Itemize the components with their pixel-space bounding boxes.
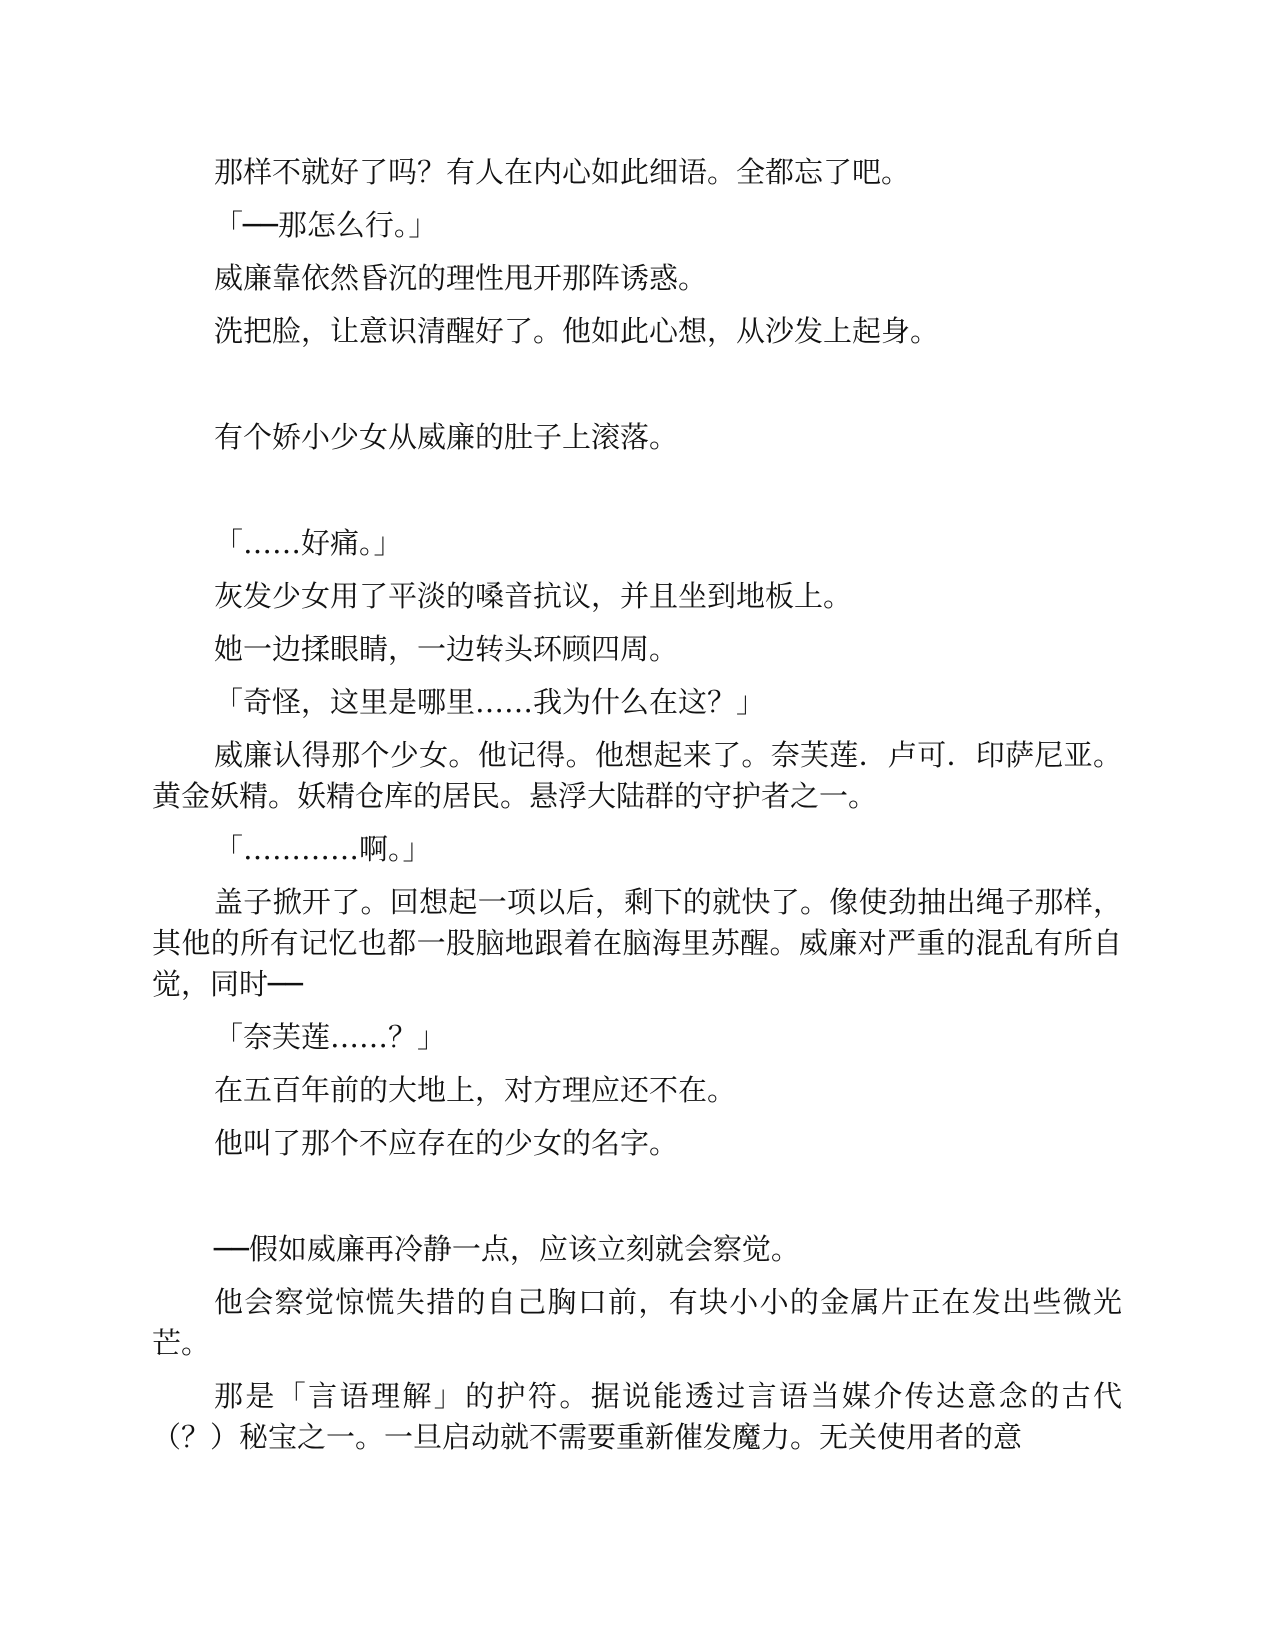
paragraph: 那是「言语理解」的护符。据说能透过言语当媒介传达意念的古代（？）秘宝之一。一旦启动就不需要重新催发魔力。无关使用者的意 (152, 1379, 1122, 1454)
paragraph: 他会察觉惊慌失措的自己胸口前，有块小小的金属片正在发出些微光芒。 (152, 1285, 1122, 1360)
paragraph: 「奈芙莲……？」 (214, 1020, 447, 1054)
paragraph: 洗把脸，让意识清醒好了。他如此心想，从沙发上起身。 (214, 314, 940, 348)
paragraph: 盖子掀开了。回想起一项以后，剩下的就快了。像使劲抽出绳子那样，其他的所有记忆也都一股脑地跟着在脑海里苏醒。威廉对严重的混乱有所自觉，同时── (152, 885, 1122, 1001)
paragraph: 「奇怪，这里是哪里……我为什么在这？」 (214, 685, 766, 719)
paragraph: 「…………啊。」 (214, 832, 432, 866)
paragraph: 威廉靠依然昏沉的理性甩开那阵诱惑。 (214, 261, 708, 295)
paragraph: 「──那怎么行。」 (214, 208, 438, 242)
paragraph: 他叫了那个不应存在的少女的名字。 (214, 1126, 679, 1160)
paragraph: 她一边揉眼睛，一边转头环顾四周。 (214, 632, 679, 666)
paragraph: 在五百年前的大地上，对方理应还不在。 (214, 1073, 737, 1107)
paragraph: 灰发少女用了平淡的嗓音抗议，并且坐到地板上。 (214, 579, 853, 613)
paragraph: 那样不就好了吗？有人在内心如此细语。全都忘了吧。 (214, 155, 911, 189)
paragraph: 「……好痛。」 (214, 526, 403, 560)
paragraph: 威廉认得那个少女。他记得。他想起来了。奈芙莲．卢可．印萨尼亚。黄金妖精。妖精仓库的居民。悬浮大陆群的守护者之一。 (152, 738, 1122, 813)
paragraph: 有个娇小少女从威廉的肚子上滚落。 (214, 420, 679, 454)
paragraph: ──假如威廉再冷静一点，应该立刻就会察觉。 (214, 1232, 800, 1266)
body-text (152, 152, 1122, 1470)
